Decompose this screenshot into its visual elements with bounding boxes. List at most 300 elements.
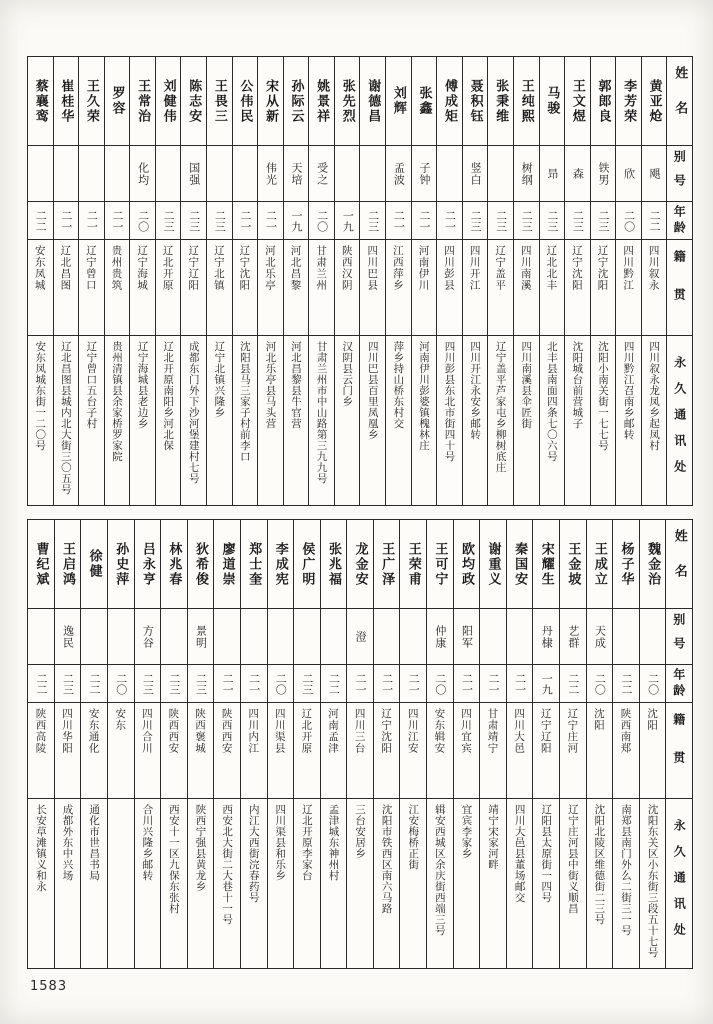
- person-origin: 辽宁北镇: [207, 239, 232, 335]
- person-alias: 森: [565, 145, 590, 201]
- person-age: 二三: [181, 201, 206, 239]
- person-alias: [374, 608, 400, 664]
- person-name: 崔桂华: [58, 78, 74, 124]
- person-alias: 欣: [616, 145, 641, 201]
- person-alias: [233, 145, 258, 201]
- person-origin: 四川合川: [135, 702, 161, 798]
- person-origin: 甘肃兰州: [309, 239, 334, 335]
- person-origin: 辽宁沈阳: [591, 239, 616, 335]
- person-age: 二三: [294, 664, 320, 702]
- header-age: 年龄: [667, 201, 692, 239]
- person-entry: [615, 57, 641, 505]
- person-age: 二一: [437, 201, 462, 239]
- person-name: 狄希俊: [193, 541, 209, 587]
- person-address: 四川彭县东北市街四十号: [437, 335, 462, 505]
- person-entry: [462, 57, 488, 505]
- person-entry: [487, 57, 513, 505]
- person-entry: [187, 520, 214, 968]
- person-origin: 四川江安: [400, 702, 426, 798]
- person-address: 辽宁曾口五台子村: [79, 335, 104, 505]
- person-alias: [161, 608, 187, 664]
- header-origin: 籍贯: [667, 239, 692, 335]
- person-age: 二二: [613, 664, 639, 702]
- person-address: 四川叙永龙凤乡起凤村: [642, 335, 667, 505]
- person-age: 二二: [81, 664, 107, 702]
- person-address: 合川兴隆乡邮转: [135, 798, 161, 968]
- person-alias: 丹棣: [533, 608, 559, 664]
- person-name: 王广泽: [379, 541, 395, 587]
- person-address: 内江大西街浣春药号: [241, 798, 267, 968]
- registry-table-top: [27, 56, 693, 506]
- person-address: [108, 798, 134, 968]
- person-entry: [160, 520, 187, 968]
- header-age: 年龄: [666, 664, 692, 702]
- person-name: 刘健伟: [160, 78, 176, 124]
- person-entry: [293, 520, 320, 968]
- person-address: 辽北开原李家台: [294, 798, 320, 968]
- person-address: 通化市世昌书局: [81, 798, 107, 968]
- person-entry: [53, 57, 79, 505]
- person-age: 二三: [514, 201, 539, 239]
- person-name: 林兆春: [166, 541, 182, 587]
- person-origin: 辽宁盖平: [488, 239, 513, 335]
- person-origin: 四川内江: [241, 702, 267, 798]
- person-origin: 沈阳: [640, 702, 666, 798]
- person-age: 二二: [560, 664, 586, 702]
- person-address: 孟津城东神州村: [321, 798, 347, 968]
- person-address: 四川大邑县董场邮交: [507, 798, 533, 968]
- person-address: 河北乐亭县马头营: [258, 335, 283, 505]
- header-address: 永久通讯处: [667, 335, 692, 505]
- person-entry: [232, 57, 258, 505]
- person-entry: [359, 57, 385, 505]
- person-address: 辽宁庄河县中街义顺昌: [560, 798, 586, 968]
- person-name: 王常治: [135, 78, 151, 124]
- person-name: 吕永亨: [139, 541, 155, 587]
- person-age: 二一: [412, 201, 437, 239]
- person-origin: 辽北开原: [156, 239, 181, 335]
- person-address: 陕西宁强县黄龙乡: [188, 798, 214, 968]
- person-address: 辽阳县太原街一四号: [533, 798, 559, 968]
- person-entry: [436, 57, 462, 505]
- person-name: 王久荣: [83, 78, 99, 124]
- person-age: 二〇: [427, 664, 453, 702]
- person-origin: 甘肃靖宁: [480, 702, 506, 798]
- person-address: 西安十一区九保东张村: [161, 798, 187, 968]
- person-name: 张兆福: [325, 541, 341, 587]
- person-address: 江安梅桥正街: [400, 798, 426, 968]
- person-name: 王可宁: [432, 541, 448, 587]
- person-name: 龙金安: [352, 541, 368, 587]
- person-address: 沈阳东关区小东街三段五十七号: [640, 798, 666, 968]
- person-age: 二〇: [130, 201, 155, 239]
- person-origin: 陕西高陵: [28, 702, 54, 798]
- person-name: 黄亚炝: [646, 78, 662, 124]
- person-origin: 辽宁辽阳: [181, 239, 206, 335]
- header-name: 姓名: [671, 529, 687, 599]
- person-alias: 艺群: [560, 608, 586, 664]
- person-alias: [321, 608, 347, 664]
- person-name: 张秉维: [493, 78, 509, 124]
- person-origin: 四川叙永: [642, 239, 667, 335]
- person-origin: 陕西褒城: [188, 702, 214, 798]
- person-origin: 辽宁庄河: [560, 702, 586, 798]
- person-address: 河北昌黎县牛官营: [284, 335, 309, 505]
- person-entry: [453, 520, 480, 968]
- person-name: 罗容: [109, 86, 125, 116]
- person-alias: [294, 608, 320, 664]
- person-address: 辽宁盖平芦家屯乡柳树底庄: [488, 335, 513, 505]
- person-address: 北丰县南面四条七〇六号: [540, 335, 565, 505]
- person-address: 萍乡持山桥东村交: [386, 335, 411, 505]
- person-entry: [641, 57, 667, 505]
- person-address: 沈阳县马三家子村前李口: [233, 335, 258, 505]
- person-entry: [206, 57, 232, 505]
- person-entry: [513, 57, 539, 505]
- person-age: 二一: [105, 201, 130, 239]
- person-alias: [335, 145, 360, 201]
- person-origin: 辽宁辽阳: [533, 702, 559, 798]
- person-age: 一九: [335, 201, 360, 239]
- person-age: 二一: [79, 201, 104, 239]
- person-name: 马骏: [544, 86, 560, 116]
- person-entry: [411, 57, 437, 505]
- person-origin: 河南孟津: [321, 702, 347, 798]
- person-age: 二三: [591, 201, 616, 239]
- person-alias: 孟波: [386, 145, 411, 201]
- person-age: 一九: [284, 201, 309, 239]
- person-age: 二〇: [587, 664, 613, 702]
- person-address: 长安草滩镇义和永: [28, 798, 54, 968]
- person-entry: [506, 520, 533, 968]
- person-entry: [639, 520, 666, 968]
- person-entry: [240, 520, 267, 968]
- person-alias: [81, 608, 107, 664]
- person-origin: 四川巴县: [360, 239, 385, 335]
- person-name: 宋耀生: [538, 541, 554, 587]
- person-age: 二一: [241, 664, 267, 702]
- person-origin: 安东通化: [81, 702, 107, 798]
- person-age: 二一: [386, 201, 411, 239]
- person-age: 二一: [214, 664, 240, 702]
- person-name: 孙史萍: [113, 541, 129, 587]
- person-origin: 四川渠县: [268, 702, 294, 798]
- person-address: 甘肃兰州市中山路第三九九号: [309, 335, 334, 505]
- person-name: 王畏三: [211, 78, 227, 124]
- person-entry: [80, 520, 107, 968]
- person-entry: [155, 57, 181, 505]
- person-entry: [590, 57, 616, 505]
- person-name: 张鑫: [416, 86, 432, 116]
- person-address: 安东凤城东街一二〇号: [28, 335, 53, 505]
- person-address: 沈阳市铁西区南六马路: [374, 798, 400, 968]
- person-alias: [207, 145, 232, 201]
- person-age: 二三: [156, 201, 181, 239]
- person-entry: [54, 520, 81, 968]
- person-entry: [539, 57, 565, 505]
- person-alias: 铁男: [591, 145, 616, 201]
- person-name: 公伟民: [237, 78, 253, 124]
- person-entry: [213, 520, 240, 968]
- person-age: 二一: [480, 664, 506, 702]
- person-address: 汉阴县云门乡: [335, 335, 360, 505]
- person-entry: [532, 520, 559, 968]
- person-origin: 安东: [108, 702, 134, 798]
- person-name: 傅成矩: [442, 78, 458, 124]
- person-name: 李成宪: [272, 541, 288, 587]
- header-alias: 别号: [666, 608, 692, 664]
- person-name: 聂积钰: [467, 78, 483, 124]
- person-address: 三台安居乡: [347, 798, 373, 968]
- person-alias: [400, 608, 426, 664]
- person-age: 二三: [488, 201, 513, 239]
- person-alias: [105, 145, 130, 201]
- person-origin: 陕西西安: [161, 702, 187, 798]
- person-origin: 江西萍乡: [386, 239, 411, 335]
- person-age: 二一: [400, 664, 426, 702]
- person-entry: [399, 520, 426, 968]
- page-number: 1583: [30, 979, 68, 994]
- person-entry: [385, 57, 411, 505]
- person-entry: [612, 520, 639, 968]
- person-age: 二二: [28, 664, 54, 702]
- person-alias: 景明: [188, 608, 214, 664]
- table-header-column: [666, 57, 692, 505]
- person-name: 魏金治: [645, 541, 661, 587]
- person-age: 二二: [642, 201, 667, 239]
- person-alias: 化均: [130, 145, 155, 201]
- person-origin: 河南伊川: [412, 239, 437, 335]
- person-name: 王金坡: [565, 541, 581, 587]
- person-age: 二一: [374, 664, 400, 702]
- person-alias: [437, 145, 462, 201]
- person-age: 二三: [565, 201, 590, 239]
- person-origin: 辽宁沈阳: [565, 239, 590, 335]
- person-origin: 辽宁沈阳: [233, 239, 258, 335]
- person-alias: 阳军: [454, 608, 480, 664]
- person-alias: [54, 145, 79, 201]
- person-name: 蔡襄鸾: [32, 78, 48, 124]
- person-name: 王成立: [591, 541, 607, 587]
- person-age: 二三: [135, 664, 161, 702]
- person-age: 二〇: [309, 201, 334, 239]
- person-age: 二〇: [640, 664, 666, 702]
- person-age: 二〇: [108, 664, 134, 702]
- person-origin: 河北乐亭: [258, 239, 283, 335]
- person-entry: [308, 57, 334, 505]
- person-name: 曹纪斌: [33, 541, 49, 587]
- person-alias: [241, 608, 267, 664]
- person-name: 李芳荣: [621, 78, 637, 124]
- person-origin: 四川彭县: [437, 239, 462, 335]
- person-entry: [559, 520, 586, 968]
- person-alias: [214, 608, 240, 664]
- person-age: 二三: [188, 664, 214, 702]
- person-entry: [479, 520, 506, 968]
- person-alias: 天成: [587, 608, 613, 664]
- person-name: 郭郎良: [595, 78, 611, 124]
- person-name: 王荣甫: [405, 541, 421, 587]
- person-alias: [507, 608, 533, 664]
- person-address: 河南伊川彭婆镇槐林庄: [412, 335, 437, 505]
- person-name: 徐健: [86, 549, 102, 579]
- person-origin: 辽北开原: [294, 702, 320, 798]
- person-alias: [79, 145, 104, 201]
- person-origin: 四川黔江: [616, 239, 641, 335]
- person-origin: 四川开江: [463, 239, 488, 335]
- person-name: 秦国安: [512, 541, 528, 587]
- person-alias: 伟光: [258, 145, 283, 201]
- registry-table-bottom: [27, 519, 693, 969]
- person-name: 张先烈: [339, 78, 355, 124]
- person-entry: [586, 520, 613, 968]
- person-age: 二三: [540, 201, 565, 239]
- person-age: 二〇: [268, 664, 294, 702]
- person-origin: 陕西西安: [214, 702, 240, 798]
- person-entry: [28, 57, 53, 505]
- person-origin: 陕西南郑: [613, 702, 639, 798]
- table-header-column: [665, 520, 692, 968]
- person-address: 辽北昌图县城内北大街三〇五号: [54, 335, 79, 505]
- person-entry: [129, 57, 155, 505]
- person-entry: [426, 520, 453, 968]
- person-alias: 竖白: [463, 145, 488, 201]
- person-address: 四川南溪县伞匠街: [514, 335, 539, 505]
- person-name: 谢重义: [485, 541, 501, 587]
- person-alias: [480, 608, 506, 664]
- person-origin: 四川大邑: [507, 702, 533, 798]
- person-age: 二一: [454, 664, 480, 702]
- person-age: 二三: [463, 201, 488, 239]
- person-address: 沈阳北陵区维德街二三号: [587, 798, 613, 968]
- person-origin: 沈阳: [587, 702, 613, 798]
- person-address: 成都东门外下沙河堡建村七号: [181, 335, 206, 505]
- person-alias: 受之: [309, 145, 334, 201]
- person-address: 四川开江永安乡邮转: [463, 335, 488, 505]
- person-entry: [320, 520, 347, 968]
- person-name: 王纯熙: [518, 78, 534, 124]
- person-age: 二一: [54, 201, 79, 239]
- person-name: 谢德昌: [365, 78, 381, 124]
- person-origin: 四川宜宾: [454, 702, 480, 798]
- person-age: 二一: [233, 201, 258, 239]
- person-alias: 逸民: [55, 608, 81, 664]
- person-alias: [28, 608, 54, 664]
- person-entry: [373, 520, 400, 968]
- person-age: 二一: [347, 664, 373, 702]
- person-alias: [613, 608, 639, 664]
- person-age: 二一: [258, 201, 283, 239]
- person-entry: [180, 57, 206, 505]
- person-alias: 飓: [642, 145, 667, 201]
- person-alias: 国强: [181, 145, 206, 201]
- person-address: 辽宁北镇兴隆乡: [207, 335, 232, 505]
- person-address: 贵州清镇县余家桥罗家院: [105, 335, 130, 505]
- person-origin: 四川华阳: [55, 702, 81, 798]
- person-name: 刘辉: [390, 86, 406, 116]
- person-name: 姚景祥: [314, 78, 330, 124]
- person-origin: 四川三台: [347, 702, 373, 798]
- person-name: 郑士奎: [246, 541, 262, 587]
- person-alias: 树纲: [514, 145, 539, 201]
- person-address: 沈阳小南关街一七七号: [591, 335, 616, 505]
- person-entry: [107, 520, 134, 968]
- person-age: 一九: [533, 664, 559, 702]
- person-age: 二二: [28, 201, 53, 239]
- person-address: 四川黔江召南乡邮转: [616, 335, 641, 505]
- person-entry: [28, 520, 54, 968]
- person-origin: 河北昌黎: [284, 239, 309, 335]
- person-name: 王启鸿: [60, 541, 76, 587]
- person-origin: 辽北昌图: [54, 239, 79, 335]
- person-alias: 天培: [284, 145, 309, 201]
- person-entry: [267, 520, 294, 968]
- person-origin: 安东辑安: [427, 702, 453, 798]
- person-entry: [134, 520, 161, 968]
- person-alias: 仲康: [427, 608, 453, 664]
- person-entry: [334, 57, 360, 505]
- person-address: 宜宾李家乡: [454, 798, 480, 968]
- person-origin: 贵州贵筑: [105, 239, 130, 335]
- person-origin: 辽宁沈阳: [374, 702, 400, 798]
- person-age: 二一: [507, 664, 533, 702]
- person-origin: 辽宁海城: [130, 239, 155, 335]
- person-entry: [257, 57, 283, 505]
- person-age: 二三: [207, 201, 232, 239]
- person-age: 二三: [55, 664, 81, 702]
- person-address: 辽宁海城县老边乡: [130, 335, 155, 505]
- person-alias: [488, 145, 513, 201]
- person-address: 四川渠县和乐乡: [268, 798, 294, 968]
- person-origin: 四川南溪: [514, 239, 539, 335]
- person-age: 二三: [360, 201, 385, 239]
- person-alias: [108, 608, 134, 664]
- person-address: 沈阳城台前营城子: [565, 335, 590, 505]
- person-name: 王文煜: [569, 78, 585, 124]
- person-address: 西安北大街二大巷十一号: [214, 798, 240, 968]
- header-origin: 籍贯: [666, 702, 692, 798]
- person-name: 侯广明: [299, 541, 315, 587]
- person-age: 二〇: [616, 201, 641, 239]
- person-origin: 陕西汉阴: [335, 239, 360, 335]
- person-alias: [28, 145, 53, 201]
- person-origin: 辽北北丰: [540, 239, 565, 335]
- person-entry: [104, 57, 130, 505]
- person-alias: [640, 608, 666, 664]
- person-entry: [78, 57, 104, 505]
- person-address: 南郑县南门外么二街三一号: [613, 798, 639, 968]
- person-alias: [156, 145, 181, 201]
- person-entry: [283, 57, 309, 505]
- person-origin: 安东凤城: [28, 239, 53, 335]
- header-address: 永久通讯处: [666, 798, 692, 968]
- person-name: 宋从新: [262, 78, 278, 124]
- person-alias: 方谷: [135, 608, 161, 664]
- person-address: 成都外东中兴场: [55, 798, 81, 968]
- person-name: 杨子华: [618, 541, 634, 587]
- person-entry: [346, 520, 373, 968]
- person-alias: [360, 145, 385, 201]
- person-name: 欧均政: [458, 541, 474, 587]
- person-age: 二二: [321, 664, 347, 702]
- person-address: 辑安西城区余庆街西端三号: [427, 798, 453, 968]
- person-entry: [564, 57, 590, 505]
- person-address: 靖宁宋家河畔: [480, 798, 506, 968]
- person-name: 孙际云: [288, 78, 304, 124]
- person-age: 二三: [161, 664, 187, 702]
- person-alias: 澄: [347, 608, 373, 664]
- header-alias: 别号: [667, 145, 692, 201]
